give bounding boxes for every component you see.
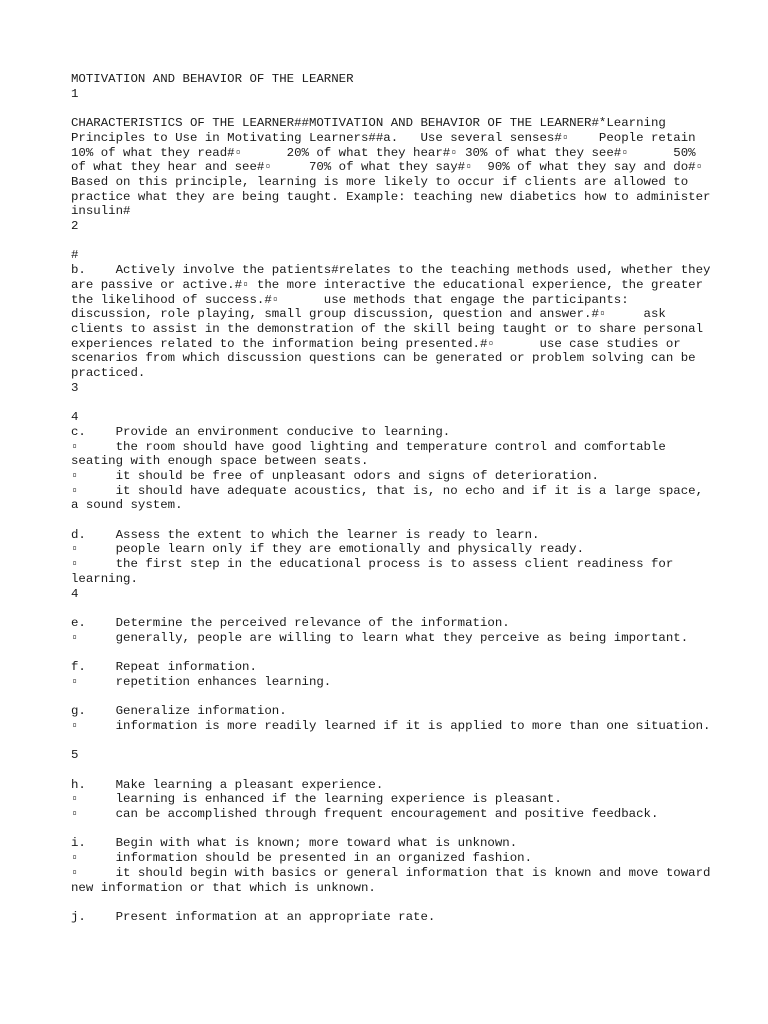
text-paragraph: b. Actively involve the patients#relates to the teaching methods used, whether they are passive or active.#▫ the more interactive the educational experience, the greater the likelihood of success.#▫ use methods that engage the participants: discussion, role playing, small group discussion, question and answer.#▫ ask clients to assist in the demonstration of the skill being taught or to share personal experiences related to the information being presented.#▫ use case studies or scenarios from which discussion questions can be generated or problem solving can be practiced. — [71, 263, 718, 381]
text-paragraph: ▫ it should begin with basics or general information that is known and move toward new information or that which is unknown. — [71, 865, 718, 895]
text-paragraph: ▫ the first step in the educational process is to assess client readiness for learning. — [71, 557, 681, 586]
text-line: 1 — [71, 86, 79, 101]
blank-line — [71, 601, 711, 616]
text-line: f. Repeat information. — [71, 660, 257, 675]
text-paragraph: ▫ information is more readily learned if it is applied to more than one situation. — [71, 718, 711, 733]
text-line: e. Determine the perceived relevance of the information. — [71, 615, 510, 630]
text-line: 5 — [71, 748, 79, 763]
text-line: i. Begin with what is known; more toward what is unknown. — [71, 836, 518, 851]
text-line: ▫ it should be free of unpleasant odors and signs of deterioration. — [71, 468, 599, 483]
text-line: ▫ information should be presented in an organized fashion. — [71, 851, 533, 866]
text-paragraph: ▫ the room should have good lighting and temperature control and comfortable seating with enough space between seats. — [71, 439, 674, 469]
text-line: ▫ repetition enhances learning. — [71, 674, 332, 689]
text-line: ▫ people learn only if they are emotionally and physically ready. — [71, 542, 585, 557]
blank-line — [71, 101, 711, 116]
text-line: # — [71, 248, 79, 263]
blank-line — [71, 234, 711, 249]
text-line: 4 — [71, 586, 79, 601]
blank-line — [71, 822, 711, 837]
blank-line — [71, 513, 711, 528]
blank-line — [71, 645, 711, 660]
text-line: 4 — [71, 410, 79, 425]
text-line: ▫ generally, people are willing to learn what they perceive as being important. — [71, 630, 689, 645]
text-line: ▫ can be accomplished through frequent encouragement and positive feedback. — [71, 807, 659, 822]
blank-line — [71, 763, 711, 778]
text-paragraph: CHARACTERISTICS OF THE LEARNER##MOTIVATION AND BEHAVIOR OF THE LEARNER#*Learning Principles to Use in Motivating Learners##a. Use several senses#▫ People retain 10% of what they read#▫ 20% of what they hear#▫ 30% of what they see#▫ 50% of what they hear and see#▫ 70% of what they say#▫ 90% of what they say and do#▫ Based on this principle, learning is more likely to occur if clients are allowed to practice what they are being taught. Example: teaching new diabetics how to administer insulin# — [71, 116, 748, 219]
text-line: 3 — [71, 380, 79, 395]
blank-line — [71, 689, 711, 704]
text-line: g. Generalize information. — [71, 704, 287, 719]
text-line: h. Make learning a pleasant experience. — [71, 777, 384, 792]
text-line: MOTIVATION AND BEHAVIOR OF THE LEARNER — [71, 72, 354, 86]
text-line: j. Present information at an appropriate rate. — [71, 909, 436, 924]
text-line: c. Provide an environment conducive to learning. — [71, 424, 451, 439]
document-page — [71, 72, 748, 925]
blank-line — [71, 734, 711, 749]
text-line: d. Assess the extent to which the learner is ready to learn. — [71, 527, 540, 542]
text-paragraph: ▫ it should have adequate acoustics, that is, no echo and if it is a large space, a sound system. — [71, 483, 711, 513]
text-line: ▫ learning is enhanced if the learning experience is pleasant. — [71, 792, 562, 807]
blank-line — [71, 395, 711, 410]
blank-line — [71, 895, 711, 910]
text-line: 2 — [71, 219, 79, 234]
